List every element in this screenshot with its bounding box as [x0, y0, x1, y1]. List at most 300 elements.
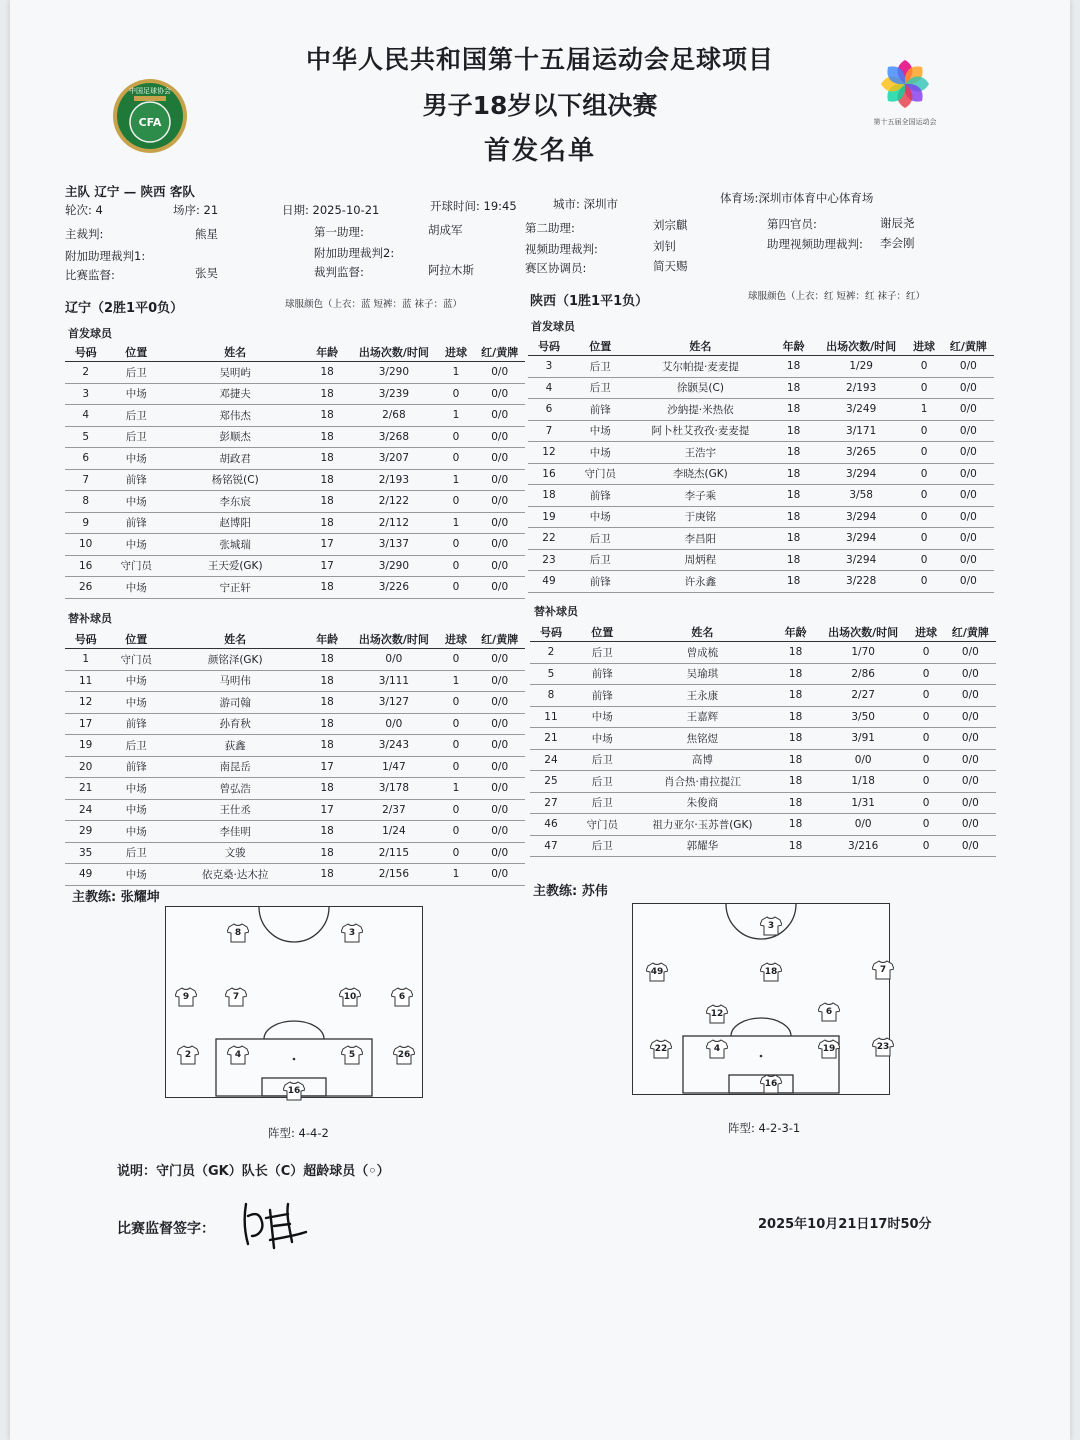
- shirt-number: 10: [343, 992, 357, 1002]
- home-coach: [72, 886, 160, 905]
- col-appearances: 0/0: [350, 713, 437, 735]
- player-shirt-icon: [760, 916, 782, 936]
- table-row: [530, 706, 996, 728]
- col-name: 焦铭煜: [633, 728, 773, 750]
- col-position: 中场: [106, 670, 166, 692]
- player-shirt-icon: [341, 1045, 363, 1065]
- player-shirt-icon: [393, 1045, 415, 1065]
- player-shirt-icon: [391, 987, 413, 1007]
- shirt-number: 22: [654, 1044, 668, 1054]
- col-age: 18: [770, 571, 817, 593]
- shirt-number: 23: [876, 1042, 890, 1052]
- player-shirt-icon: [760, 1074, 782, 1094]
- col-goals: 0: [905, 356, 942, 378]
- col-name-header: 姓名: [633, 623, 773, 642]
- shirt-number: 4: [713, 1044, 721, 1054]
- col-name: 吴明屿: [166, 362, 304, 384]
- col-appearances-header: 出场次数/时间: [817, 337, 906, 356]
- home-formation-pitch: [165, 906, 423, 1098]
- table-row: [530, 663, 996, 685]
- player-shirt-icon: [175, 987, 197, 1007]
- col-number: 16: [65, 555, 106, 577]
- col-cards: 0/0: [474, 534, 525, 556]
- col-name: 曾成梳: [633, 642, 773, 664]
- col-cards: 0/0: [474, 670, 525, 692]
- col-appearances: 3/249: [817, 399, 906, 421]
- col-age: 18: [304, 405, 350, 427]
- col-age: 18: [770, 420, 817, 442]
- home-formation: [268, 1125, 329, 1141]
- legend-note: 说明：守门员（GK）队长（C）超龄球员（◦）: [117, 1164, 390, 1179]
- col-cards: 0/0: [945, 706, 996, 728]
- col-position: 后卫: [570, 377, 631, 399]
- away-coach-label: 主教练:: [533, 884, 578, 899]
- kickoff-info: [430, 198, 517, 214]
- col-goals-header: 进球: [438, 630, 475, 649]
- col-cards: 0/0: [474, 362, 525, 384]
- col-number: 21: [530, 728, 572, 750]
- col-goals: 0: [438, 799, 475, 821]
- col-age: 18: [772, 835, 819, 857]
- player-shirt-icon: [650, 1039, 672, 1059]
- date-value: 2025-10-21: [312, 203, 380, 217]
- home-formation-label: 阵型:: [268, 1126, 295, 1140]
- col-goals: 0: [438, 555, 475, 577]
- col-cards: 0/0: [943, 528, 994, 550]
- col-name: 彭顺杰: [166, 426, 304, 448]
- col-name: 阿卜杜艾孜孜·麦麦提: [631, 420, 771, 442]
- col-goals: 0: [438, 842, 475, 864]
- col-number: 3: [65, 383, 106, 405]
- table-row: [530, 642, 996, 664]
- col-age: 17: [304, 799, 350, 821]
- col-cards: 0/0: [474, 383, 525, 405]
- match-teams: 主队 辽宁 — 陕西 客队: [65, 184, 195, 199]
- col-age: 18: [772, 663, 819, 685]
- col-number: 9: [65, 512, 106, 534]
- col-position-header: 位置: [572, 623, 633, 642]
- table-row: [528, 463, 994, 485]
- col-appearances: 3/294: [817, 463, 906, 485]
- col-position: 前锋: [570, 399, 631, 421]
- ar1-label: 第一助理:: [314, 225, 364, 239]
- col-name: 许永鑫: [631, 571, 771, 593]
- col-name: 王永康: [633, 685, 773, 707]
- col-cards: 0/0: [474, 649, 525, 671]
- col-position: 前锋: [106, 756, 166, 778]
- col-cards-header: 红/黄牌: [943, 337, 994, 356]
- col-position: 前锋: [570, 571, 631, 593]
- col-name: 王天爱(GK): [166, 555, 304, 577]
- col-goals: 0: [438, 534, 475, 556]
- col-appearances: 2/193: [817, 377, 906, 399]
- col-age: 18: [772, 642, 819, 664]
- col-position: 中场: [106, 448, 166, 470]
- col-appearances: 2/156: [350, 864, 437, 886]
- col-cards: 0/0: [943, 506, 994, 528]
- col-age: 18: [304, 426, 350, 448]
- col-appearances: 2/112: [350, 512, 437, 534]
- col-appearances: 2/193: [350, 469, 437, 491]
- table-row: [65, 555, 525, 577]
- col-name: 祖力亚尔·玉苏普(GK): [633, 814, 773, 836]
- col-position: 中场: [106, 534, 166, 556]
- col-goals: 0: [907, 663, 944, 685]
- col-cards: 0/0: [945, 663, 996, 685]
- col-number: 29: [65, 821, 106, 843]
- col-position: 守门员: [572, 814, 633, 836]
- col-age-header: 年龄: [304, 630, 350, 649]
- away-formation-pitch: [632, 903, 890, 1095]
- col-goals: 0: [438, 756, 475, 778]
- col-number: 7: [65, 469, 106, 491]
- col-appearances: 3/216: [819, 835, 908, 857]
- referee-assessor-label: 裁判监督:: [314, 265, 364, 279]
- kickoff-label: 开球时间:: [430, 199, 480, 213]
- col-goals: 0: [438, 821, 475, 843]
- col-goals: 0: [438, 577, 475, 599]
- col-name: 马明伟: [166, 670, 304, 692]
- col-age: 18: [304, 383, 350, 405]
- col-name: 曾弘浩: [166, 778, 304, 800]
- col-cards: 0/0: [943, 399, 994, 421]
- away-kit-colors: 球服颜色（上衣：红 短裤：红 袜子：红）: [748, 291, 926, 302]
- col-goals: 0: [905, 442, 942, 464]
- col-cards: 0/0: [945, 642, 996, 664]
- col-goals: 1: [438, 362, 475, 384]
- col-cards: 0/0: [943, 485, 994, 507]
- date-info: [282, 202, 379, 218]
- col-name: 杨铭锐(C): [166, 469, 304, 491]
- col-age: 17: [304, 756, 350, 778]
- col-appearances: 3/91: [819, 728, 908, 750]
- col-appearances: 3/243: [350, 735, 437, 757]
- col-number: 24: [65, 799, 106, 821]
- table-row: [528, 485, 994, 507]
- col-number: 49: [65, 864, 106, 886]
- shirt-number: 3: [767, 921, 775, 931]
- player-shirt-icon: [706, 1039, 728, 1059]
- ar1-value: 胡成军: [428, 223, 463, 237]
- col-name: 赵博阳: [166, 512, 304, 534]
- ar2-label: 第二助理:: [525, 221, 575, 235]
- col-position: 守门员: [570, 463, 631, 485]
- col-number: 25: [530, 771, 572, 793]
- avar-value: 李会刚: [880, 236, 915, 250]
- coordinator-label: 赛区协调员:: [525, 261, 587, 275]
- col-age: 18: [304, 362, 350, 384]
- col-position: 后卫: [106, 426, 166, 448]
- col-number: 5: [65, 426, 106, 448]
- col-number: 12: [528, 442, 570, 464]
- col-number: 6: [528, 399, 570, 421]
- col-name: 宁正轩: [166, 577, 304, 599]
- ar2-value: 刘宗麒: [653, 218, 688, 232]
- col-name: 颜铭泽(GK): [166, 649, 304, 671]
- fourth-official-value: 谢辰尧: [880, 216, 915, 230]
- player-shirt-icon: [227, 1045, 249, 1065]
- col-appearances: 1/18: [819, 771, 908, 793]
- col-cards: 0/0: [945, 835, 996, 857]
- col-appearances: 3/239: [350, 383, 437, 405]
- table-row: [530, 685, 996, 707]
- col-goals: 0: [905, 506, 942, 528]
- col-appearances: 1/70: [819, 642, 908, 664]
- col-goals-header: 进球: [905, 337, 942, 356]
- col-position: 后卫: [106, 842, 166, 864]
- table-row: [65, 448, 525, 470]
- col-age-header: 年龄: [770, 337, 817, 356]
- col-appearances: 3/127: [350, 692, 437, 714]
- col-goals: 1: [905, 399, 942, 421]
- col-appearances: 3/290: [350, 362, 437, 384]
- col-number: 4: [65, 405, 106, 427]
- shirt-number: 19: [822, 1044, 836, 1054]
- col-name: 邓捷夫: [166, 383, 304, 405]
- col-cards: 0/0: [474, 799, 525, 821]
- shirt-number: 12: [710, 1009, 724, 1019]
- col-age: 18: [770, 528, 817, 550]
- col-cards: 0/0: [474, 713, 525, 735]
- col-name: 文骏: [166, 842, 304, 864]
- shirt-number: 7: [879, 965, 887, 975]
- col-goals: 0: [438, 448, 475, 470]
- col-age: 18: [772, 792, 819, 814]
- col-name: 肖合热·甫拉提江: [633, 771, 773, 793]
- signature-timestamp: 2025年10月21日17时50分: [758, 1217, 932, 1232]
- col-goals-header: 进球: [438, 343, 475, 362]
- table-row: [65, 426, 525, 448]
- col-cards: 0/0: [474, 778, 525, 800]
- shirt-number: 8: [234, 928, 242, 938]
- col-position: 中场: [106, 383, 166, 405]
- col-appearances: 0/0: [819, 814, 908, 836]
- match-number-info: [173, 202, 218, 218]
- avar-label: 助理视频助理裁判:: [767, 237, 863, 251]
- away-team-record: 陕西（1胜1平1负）: [530, 294, 649, 309]
- col-appearances: 3/226: [350, 577, 437, 599]
- away-formation-value: 4-2-3-1: [758, 1121, 801, 1135]
- col-age: 18: [304, 512, 350, 534]
- col-goals: 0: [907, 706, 944, 728]
- table-row: [528, 442, 994, 464]
- shirt-number: 16: [287, 1086, 301, 1096]
- player-shirt-icon: [872, 960, 894, 980]
- col-number: 19: [65, 735, 106, 757]
- col-cards: 0/0: [943, 356, 994, 378]
- col-cards: 0/0: [474, 512, 525, 534]
- col-cards: 0/0: [943, 377, 994, 399]
- col-name: 荻鑫: [166, 735, 304, 757]
- col-position: 后卫: [106, 735, 166, 757]
- col-appearances: 3/207: [350, 448, 437, 470]
- col-age: 18: [770, 506, 817, 528]
- col-position: 后卫: [572, 771, 633, 793]
- col-name: 朱俊商: [633, 792, 773, 814]
- col-cards: 0/0: [945, 792, 996, 814]
- referee-label: 主裁判:: [65, 227, 104, 241]
- document-title: 中华人民共和国第十五届运动会足球项目: [305, 45, 774, 74]
- col-cards: 0/0: [474, 555, 525, 577]
- shirt-number: 3: [348, 928, 356, 938]
- signature-label: 比赛监督签字：: [117, 1221, 215, 1237]
- col-cards: 0/0: [945, 749, 996, 771]
- table-row: [530, 792, 996, 814]
- col-number: 2: [65, 362, 106, 384]
- col-number: 47: [530, 835, 572, 857]
- table-row: [530, 728, 996, 750]
- city-label: 城市:: [553, 197, 580, 211]
- col-age: 18: [770, 463, 817, 485]
- table-row: [65, 864, 525, 886]
- col-number-header: 号码: [530, 623, 572, 642]
- player-shirt-icon: [646, 962, 668, 982]
- col-cards: 0/0: [474, 405, 525, 427]
- col-age: 18: [772, 728, 819, 750]
- col-goals: 1: [438, 469, 475, 491]
- col-appearances: 3/178: [350, 778, 437, 800]
- table-row: [65, 799, 525, 821]
- table-row: [528, 549, 994, 571]
- col-position: 中场: [106, 864, 166, 886]
- col-cards-header: 红/黄牌: [945, 623, 996, 642]
- col-appearances: 0/0: [350, 649, 437, 671]
- col-position: 后卫: [572, 792, 633, 814]
- sheet-type: 首发名单: [483, 136, 596, 166]
- shirt-number: 6: [398, 992, 406, 1002]
- col-age: 18: [772, 685, 819, 707]
- col-age: 18: [304, 735, 350, 757]
- col-name: 孙育秋: [166, 713, 304, 735]
- col-goals: 1: [438, 864, 475, 886]
- table-row: [65, 692, 525, 714]
- col-age: 17: [304, 555, 350, 577]
- col-position: 前锋: [106, 713, 166, 735]
- col-age: 18: [772, 771, 819, 793]
- col-goals: 1: [438, 778, 475, 800]
- col-appearances: 3/171: [817, 420, 906, 442]
- table-row: [65, 756, 525, 778]
- col-goals: 0: [907, 835, 944, 857]
- col-appearances: 2/27: [819, 685, 908, 707]
- col-cards: 0/0: [943, 549, 994, 571]
- col-number-header: 号码: [65, 630, 106, 649]
- col-appearances: 2/68: [350, 405, 437, 427]
- col-goals: 1: [438, 670, 475, 692]
- shirt-number: 49: [650, 967, 664, 977]
- col-number: 5: [530, 663, 572, 685]
- city-info: [553, 196, 618, 212]
- home-coach-label: 主教练:: [72, 890, 117, 905]
- col-position: 中场: [106, 692, 166, 714]
- col-appearances: 1/47: [350, 756, 437, 778]
- table-row: [65, 649, 525, 671]
- col-number: 7: [528, 420, 570, 442]
- table-row: [65, 405, 525, 427]
- col-goals: 1: [438, 405, 475, 427]
- table-row: [528, 420, 994, 442]
- col-age: 18: [770, 377, 817, 399]
- col-cards: 0/0: [945, 771, 996, 793]
- col-position: 后卫: [106, 362, 166, 384]
- col-position: 前锋: [572, 685, 633, 707]
- col-number: 46: [530, 814, 572, 836]
- col-goals: 0: [438, 692, 475, 714]
- city-value: 深圳市: [583, 197, 619, 211]
- col-appearances: 2/122: [350, 491, 437, 513]
- col-number: 8: [65, 491, 106, 513]
- shirt-number: 6: [825, 1007, 833, 1017]
- col-number: 8: [530, 685, 572, 707]
- col-goals: 0: [907, 814, 944, 836]
- col-number: 20: [65, 756, 106, 778]
- table-row: [530, 814, 996, 836]
- col-appearances: 3/137: [350, 534, 437, 556]
- kickoff-value: 19:45: [483, 199, 517, 213]
- col-age: 18: [770, 442, 817, 464]
- col-age: 18: [770, 549, 817, 571]
- col-number: 11: [65, 670, 106, 692]
- col-goals: 0: [907, 642, 944, 664]
- col-number: 21: [65, 778, 106, 800]
- away-formation: [728, 1120, 800, 1136]
- col-position: 中场: [106, 799, 166, 821]
- shirt-number: 2: [184, 1050, 192, 1060]
- col-appearances: 3/265: [817, 442, 906, 464]
- col-position: 中场: [570, 442, 631, 464]
- col-name: 李子乘: [631, 485, 771, 507]
- col-number: 22: [528, 528, 570, 550]
- col-number: 2: [530, 642, 572, 664]
- col-goals: 0: [905, 485, 942, 507]
- commissioner-label: 比赛监督:: [65, 268, 115, 282]
- col-name: 李晓杰(GK): [631, 463, 771, 485]
- col-number: 6: [65, 448, 106, 470]
- col-age: 18: [770, 356, 817, 378]
- player-shirt-icon: [339, 987, 361, 1007]
- col-cards: 0/0: [474, 426, 525, 448]
- table-row: [65, 842, 525, 864]
- col-name: 李东宸: [166, 491, 304, 513]
- away-subs-heading: 替补球员: [534, 605, 578, 618]
- venue-label: 体育场:: [720, 191, 759, 205]
- home-kit-colors: 球服颜色（上衣：蓝 短裤：蓝 袜子：蓝）: [285, 299, 463, 310]
- col-appearances: 3/50: [819, 706, 908, 728]
- col-age: 18: [304, 821, 350, 843]
- col-goals: 0: [907, 685, 944, 707]
- col-name-header: 姓名: [166, 343, 304, 362]
- games-logo-text: 第十五届全国运动会: [873, 118, 937, 126]
- col-position: 中场: [106, 821, 166, 843]
- col-number: 23: [528, 549, 570, 571]
- col-position: 前锋: [106, 512, 166, 534]
- col-position-header: 位置: [106, 343, 166, 362]
- table-row: [65, 512, 525, 534]
- col-position: 后卫: [570, 356, 631, 378]
- table-row: [528, 506, 994, 528]
- competition-stage: 男子18岁以下组决赛: [422, 91, 658, 120]
- away-formation-label: 阵型:: [728, 1121, 755, 1135]
- aar2-label: 附加助理裁判2:: [314, 246, 395, 260]
- col-name: 郭耀华: [633, 835, 773, 857]
- var-value: 刘钊: [653, 239, 676, 253]
- col-position: 后卫: [570, 528, 631, 550]
- var-label: 视频助理裁判:: [525, 242, 598, 256]
- col-number: 18: [528, 485, 570, 507]
- table-row: [530, 835, 996, 857]
- col-name: 王嘉辉: [633, 706, 773, 728]
- col-number: 3: [528, 356, 570, 378]
